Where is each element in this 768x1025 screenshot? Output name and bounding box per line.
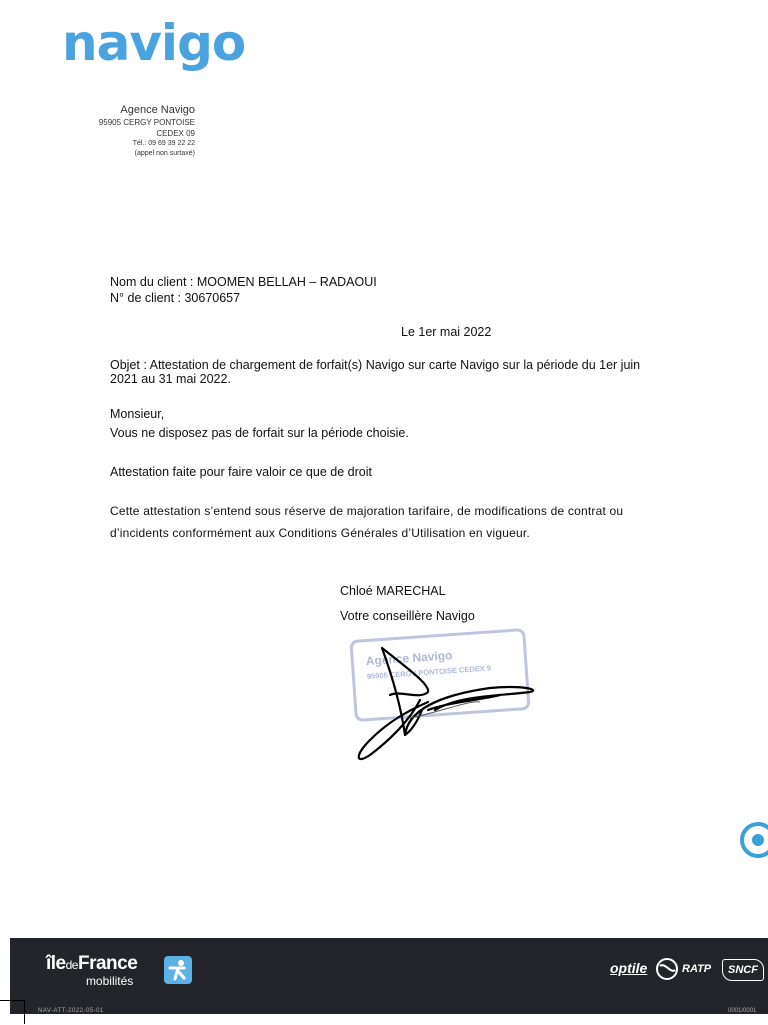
sender-name: Agence Navigo <box>120 104 195 116</box>
signer-role: Votre conseillère Navigo <box>340 609 475 623</box>
idf-brand-ile: île <box>46 953 66 974</box>
idf-person-icon <box>164 956 192 984</box>
greeting: Monsieur, <box>110 407 165 421</box>
crop-mark <box>0 1000 24 1025</box>
optile-logo: optile <box>610 960 648 976</box>
idf-brand-france: France <box>77 953 138 974</box>
client-info <box>110 274 377 306</box>
letter-body <box>110 405 409 443</box>
stamp-address: 95905 CERGY PONTOISE CEDEX 9 <box>366 663 492 682</box>
idf-mobilites-logo <box>46 954 137 987</box>
document-reference-right: 0001/0001 <box>728 1008 757 1014</box>
signer-block <box>340 579 475 629</box>
signer-name: Chloé MARECHAL <box>340 584 446 598</box>
client-name: Nom du client : MOOMEN BELLAH – RADAOUI <box>110 275 377 289</box>
idf-brand-sub: mobilités <box>85 974 134 988</box>
sender-phone-note: (appel non surtaxé) <box>134 150 195 157</box>
idf-brand-de: de <box>65 958 78 972</box>
document-reference-left: NAV-ATT-2022-05-01 <box>38 1008 104 1014</box>
footer-bar <box>10 938 768 1014</box>
ratp-logo: RATP <box>682 963 712 975</box>
letter-date: Le 1er mai 2022 <box>401 325 492 339</box>
ratp-icon <box>655 956 679 982</box>
client-number: N° de client : 30670657 <box>110 291 241 305</box>
body-text: Vous ne disposez pas de forfait sur la période choisie. <box>110 426 409 440</box>
sender-address-block <box>60 103 195 159</box>
crop-mark-vertical <box>24 1000 25 1024</box>
stamp-title: Agence Navigo <box>365 648 453 669</box>
navigo-logo: navigo <box>62 14 246 72</box>
reserve-paragraph: Cette attestation s’entend sous réserve de majoration tarifaire, de modifications de contrat ou d’incidents conformément aux Conditions Générales d’Utilisation en vigueur. <box>110 504 624 540</box>
sender-address-line2: CEDEX 09 <box>156 129 195 138</box>
handwritten-signature <box>350 640 550 770</box>
sncf-logo: SNCF <box>722 959 764 981</box>
side-brand-icon <box>738 820 768 860</box>
attestation-statement: Attestation faite pour faire valoir ce que de droit <box>110 465 372 479</box>
sender-phone: Tél.: 09 69 39 22 22 <box>132 140 195 147</box>
letter-subject: Objet : Attestation de chargement de forfait(s) Navigo sur carte Navigo sur la période du 1er juin 2021 au 31 mai 2022. <box>110 358 641 386</box>
sender-address-line1: 95905 CERGY PONTOISE <box>98 118 195 127</box>
